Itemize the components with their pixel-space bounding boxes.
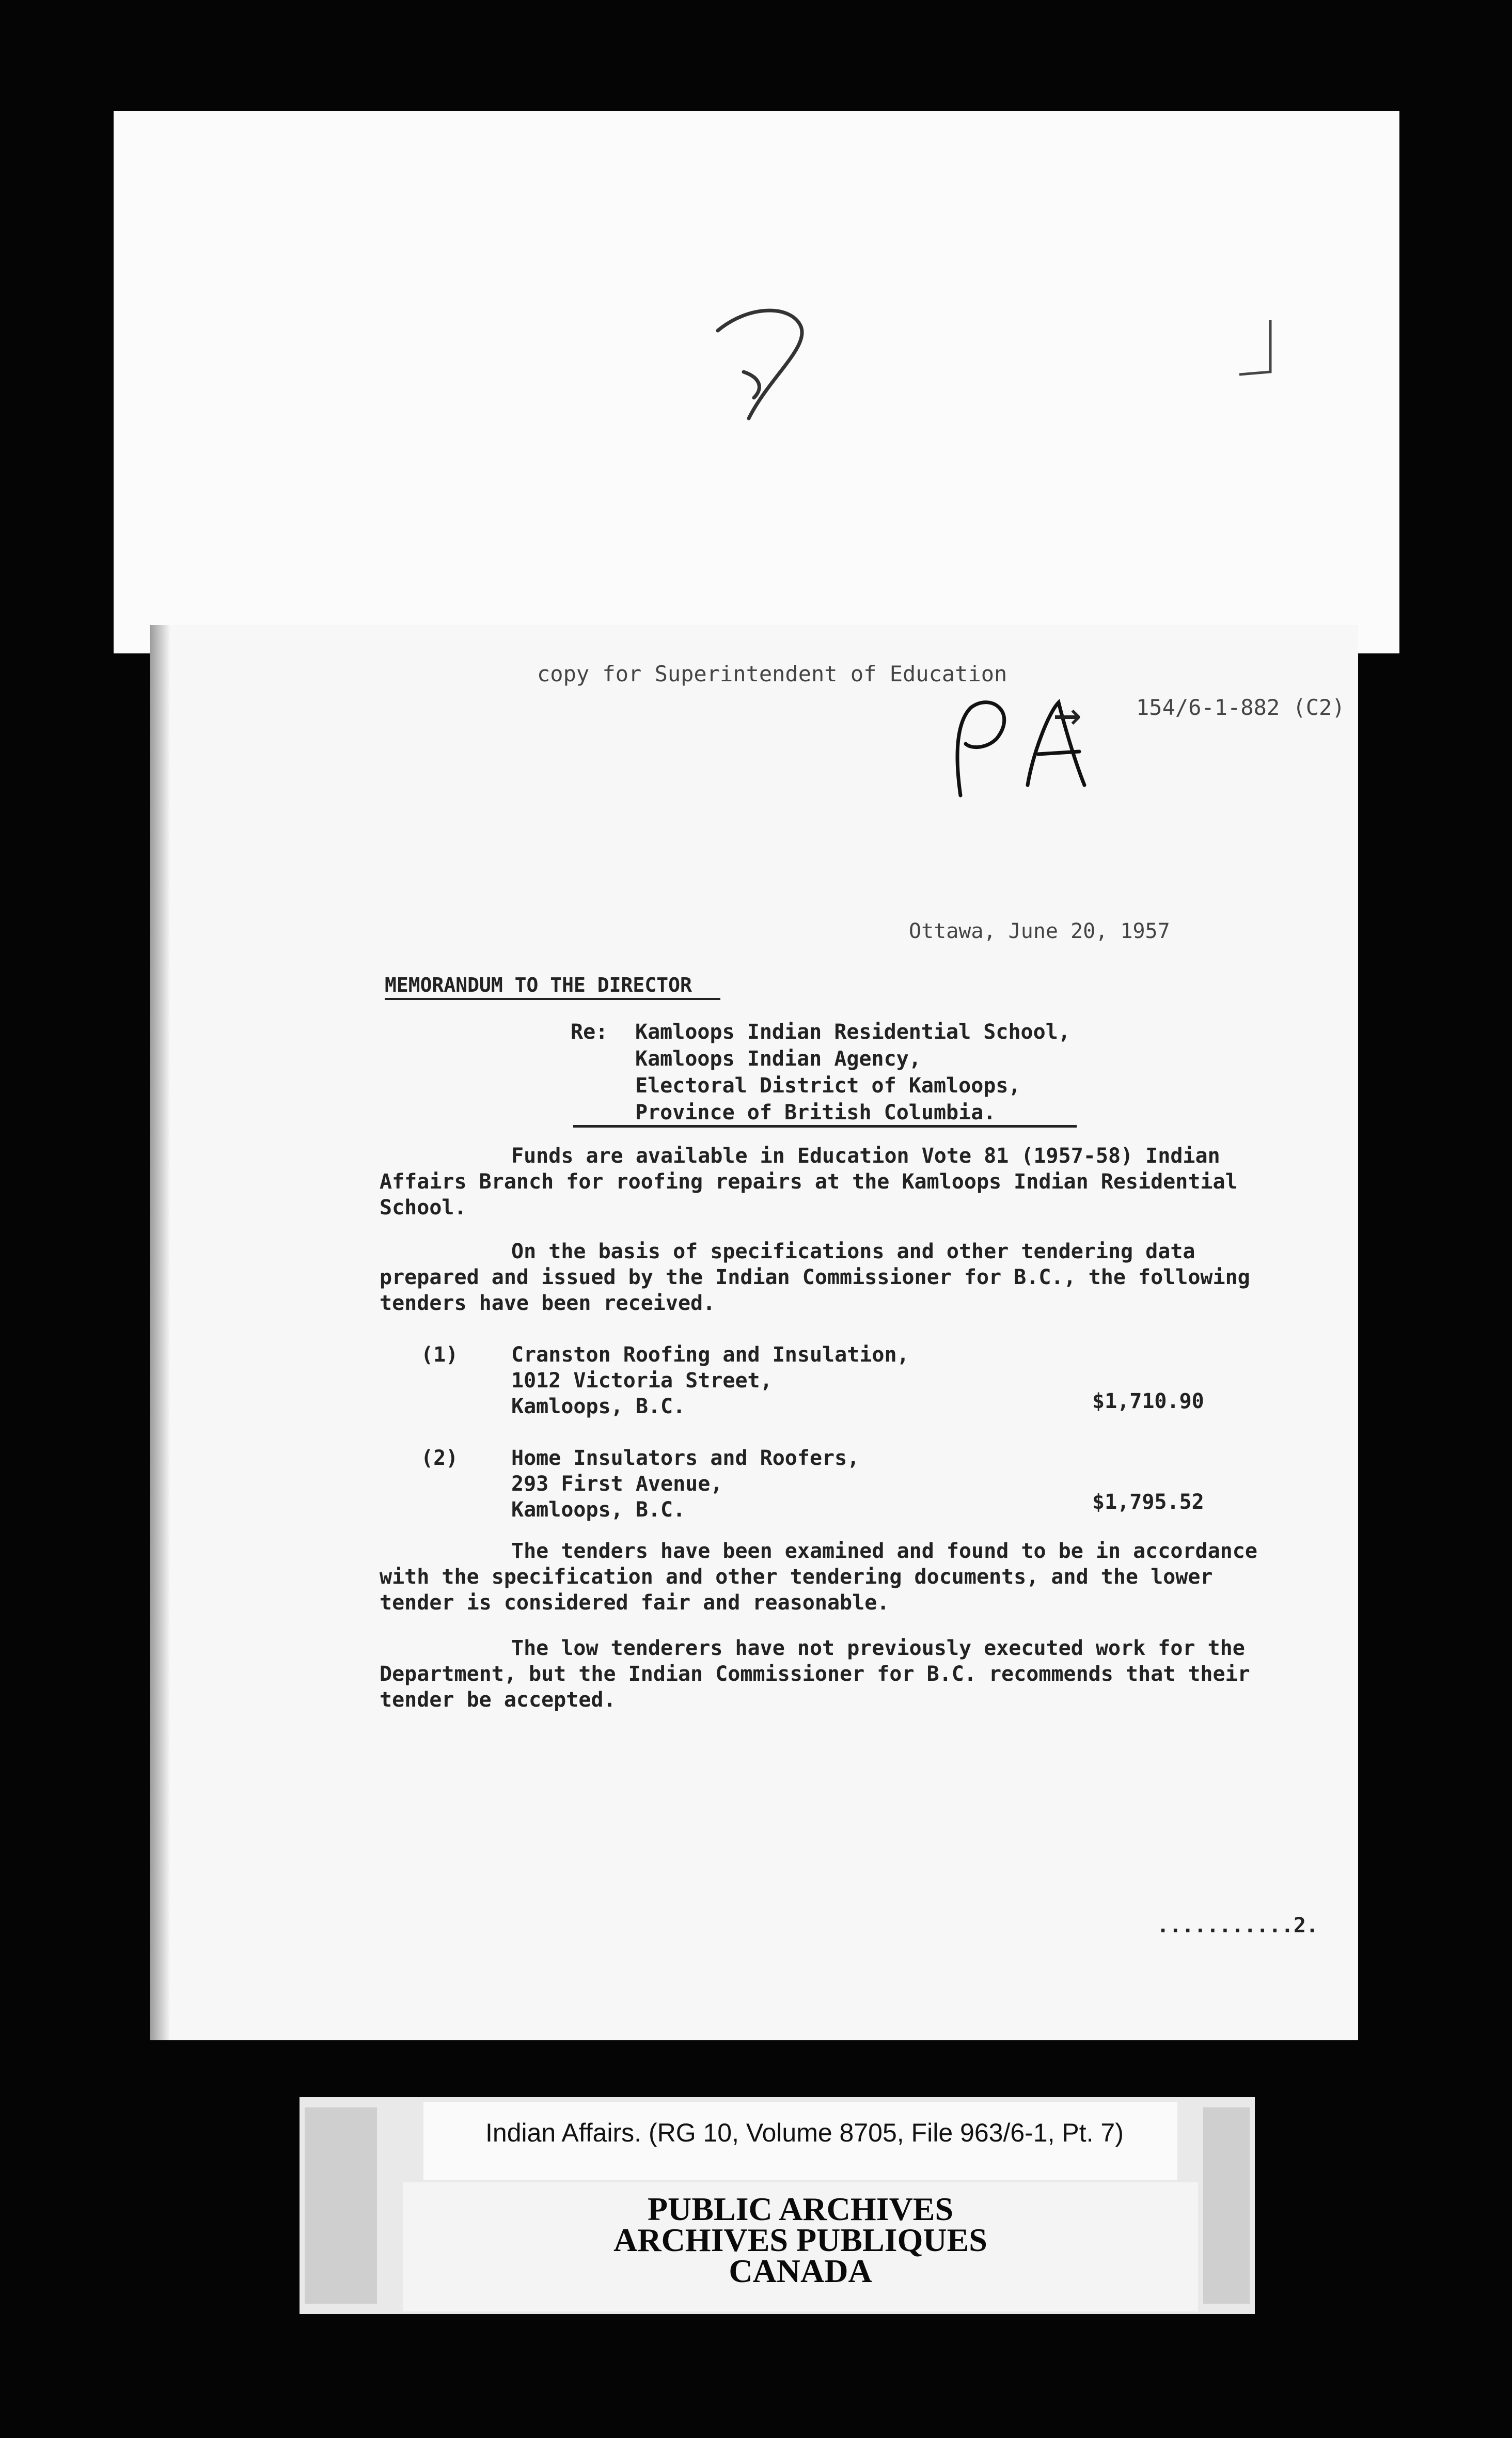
dateline: Ottawa, June 20, 1957 [909, 919, 1170, 943]
handwritten-initials [940, 682, 1110, 806]
tender-line: 293 First Avenue, [511, 1472, 723, 1496]
paragraph-line: Department, but the Indian Commissioner for B.C. recommends that their [380, 1662, 1250, 1686]
re-underline [573, 1125, 1077, 1128]
re-line: Kamloops Indian Residential School, [635, 1020, 1070, 1044]
re-line: Kamloops Indian Agency, [635, 1047, 921, 1071]
paragraph-line: with the specification and other tendering documents, and the lower [380, 1565, 1213, 1589]
re-line: Electoral District of Kamloops, [635, 1074, 1021, 1098]
stamp-line: PUBLIC ARCHIVES [647, 2191, 954, 2227]
paragraph-line: On the basis of specifications and other tendering data [511, 1240, 1195, 1263]
tender-line: Kamloops, B.C. [511, 1395, 686, 1418]
stamp-line: CANADA [729, 2253, 872, 2289]
re-line: Province of British Columbia. [635, 1101, 996, 1124]
tender-amount: $1,795.52 [1092, 1490, 1204, 1514]
tender-line: Home Insulators and Roofers, [511, 1446, 860, 1470]
archive-reference: Indian Affairs. (RG 10, Volume 8705, File 963/6-1, Pt. 7) [485, 2118, 1124, 2147]
tender-number: (1) [421, 1343, 459, 1367]
tape-left [305, 2107, 377, 2304]
memo-sheet [150, 625, 1358, 2040]
page-continuation: ...........2. [1157, 1914, 1319, 1937]
sheet-edge-shadow [150, 625, 170, 2040]
stamp-line: ARCHIVES PUBLIQUES [613, 2222, 987, 2258]
arrow-glyph: → [1053, 687, 1082, 741]
tender-amount: $1,710.90 [1092, 1389, 1204, 1413]
memo-title: MEMORANDUM TO THE DIRECTOR [385, 974, 692, 996]
title-underline [385, 998, 720, 1000]
tender-number: (2) [421, 1446, 459, 1470]
bracket-mark [1234, 315, 1291, 382]
tender-line: Cranston Roofing and Insulation, [511, 1343, 909, 1367]
handwritten-mark [707, 300, 831, 434]
tape-right [1203, 2107, 1250, 2304]
tender-line: Kamloops, B.C. [511, 1498, 686, 1522]
paragraph-line: Funds are available in Education Vote 81 (1957-58) Indian [511, 1144, 1220, 1168]
paragraph-line: The tenders have been examined and found to be in accordance [511, 1539, 1257, 1563]
paragraph-line: Affairs Branch for roofing repairs at the Kamloops Indian Residential [380, 1170, 1238, 1194]
paragraph-line: tender is considered fair and reasonable. [380, 1591, 890, 1615]
paragraph-line: The low tenderers have not previously executed work for the [511, 1636, 1245, 1660]
paragraph-line: tenders have been received. [380, 1291, 716, 1315]
paragraph-line: prepared and issued by the Indian Commissioner for B.C., the following [380, 1265, 1250, 1289]
tender-line: 1012 Victoria Street, [511, 1369, 773, 1393]
file-reference: 154/6-1-882 (C2) [1136, 695, 1345, 720]
copy-note: copy for Superintendent of Education [537, 661, 1007, 686]
paragraph-line: tender be accepted. [380, 1688, 616, 1712]
paragraph-line: School. [380, 1196, 467, 1220]
re-label: Re: [571, 1020, 608, 1044]
